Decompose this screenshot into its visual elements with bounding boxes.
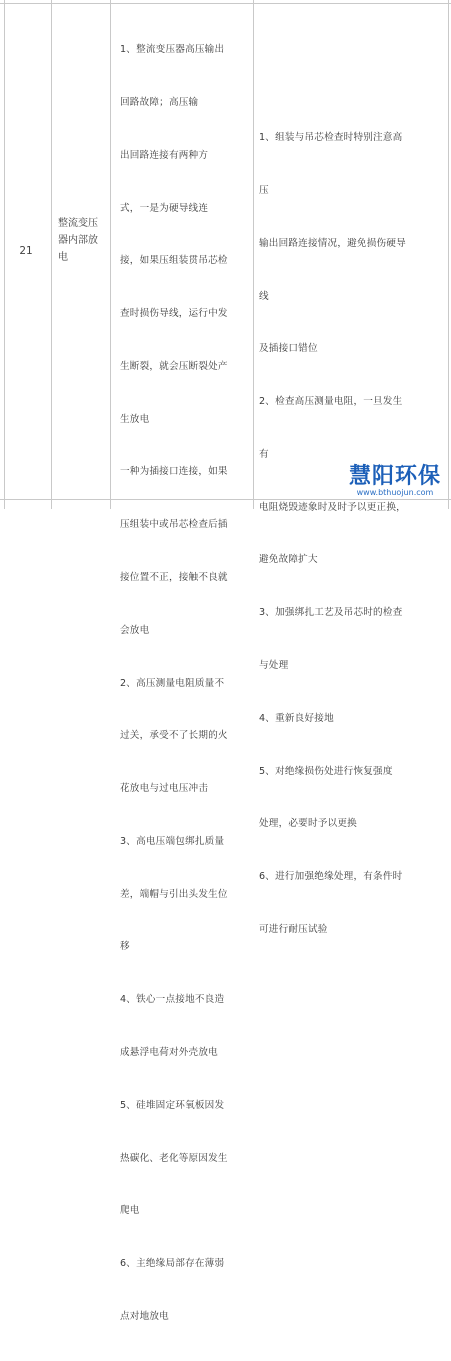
measures-cell <box>259 94 406 974</box>
cause-line: 一种为插接口连接，如果 <box>120 466 228 478</box>
cause-line: 式，一是为硬导线连 <box>120 202 209 214</box>
cause-line: 出回路连接有两种方 <box>120 149 209 161</box>
row-number: 21 <box>19 245 33 257</box>
measure-line: 避免故障扩大 <box>259 554 318 566</box>
measure-line: 压 <box>259 184 269 196</box>
row-border-top <box>0 3 451 4</box>
measure-line: 5、对绝缘损伤处进行恢复强度 <box>259 765 393 777</box>
cause-line: 生断裂，就会压断裂处产 <box>120 360 228 372</box>
watermark-url: www.bthuojun.com <box>356 488 434 497</box>
measure-line: 线 <box>259 290 269 302</box>
cause-line: 4、铁心一点接地不良造 <box>120 994 225 1006</box>
measure-line: 3、加强绑扎工艺及吊芯时的检查 <box>259 607 403 619</box>
cause-line: 1、整流变压器高压输出 <box>120 44 225 56</box>
measure-line: 输出回路连接情况，避免损伤硬导 <box>259 237 406 249</box>
cause-line: 压组装中或吊芯检查后插 <box>120 519 228 531</box>
measure-line: 处理，必要时予以更换 <box>259 818 357 830</box>
cause-line: 热碳化、老化等原因发生 <box>120 1152 228 1164</box>
measure-line: 电阻烧毁迹象时及时予以更正换， <box>259 501 406 513</box>
cause-line: 会放电 <box>120 624 150 636</box>
cause-line: 6、主绝缘局部存在薄弱 <box>120 1258 225 1270</box>
cause-line: 花放电与过电压冲击 <box>120 783 209 795</box>
column-divider-3 <box>253 0 254 509</box>
cause-line: 查时损伤导线，运行中发 <box>120 308 228 320</box>
cause-line: 接位置不正，接触不良就 <box>120 572 228 583</box>
cause-line: 生放电 <box>120 413 150 425</box>
measure-line: 可进行耐压试验 <box>259 923 328 935</box>
column-divider-2 <box>110 0 111 509</box>
cause-line: 接，如果压组装贯吊芯检 <box>120 255 228 267</box>
measure-line: 4、重新良好接地 <box>259 712 334 724</box>
cause-line: 5、硅堆固定环氧板因发 <box>120 1099 225 1111</box>
cause-line: 差，端帽与引出头发生位 <box>120 888 228 900</box>
cause-line: 3、高电压端包绑扎质量 <box>120 835 225 847</box>
cause-line: 过关，承受不了长期的火 <box>120 730 228 742</box>
watermark <box>349 459 441 497</box>
measure-line: 与处理 <box>259 660 289 671</box>
cause-line: 点对地放电 <box>120 1310 169 1322</box>
measure-line: 6、进行加强绝缘处理，有条件时 <box>259 871 403 883</box>
cause-line: 移 <box>120 941 130 953</box>
measure-line: 及插接口错位 <box>259 343 318 355</box>
cause-line: 2、高压测量电阻质量不 <box>120 677 225 689</box>
measure-line: 有 <box>259 448 269 460</box>
cause-line: 回路故障；高压输 <box>120 96 199 108</box>
cause-line: 成悬浮电荷对外壳放电 <box>120 1047 218 1059</box>
cause-line: 爬电 <box>120 1205 140 1217</box>
causes-cell <box>120 6 228 1361</box>
table-border-right <box>448 0 449 509</box>
measure-line: 1、组装与吊芯检查时特别注意高 <box>259 132 403 144</box>
watermark-title: 慧阳环保 <box>348 464 441 489</box>
measure-line: 2、检查高压测量电阻，一旦发生 <box>259 396 403 408</box>
fault-name-cell: 整流变压器内部放电 <box>58 218 98 263</box>
